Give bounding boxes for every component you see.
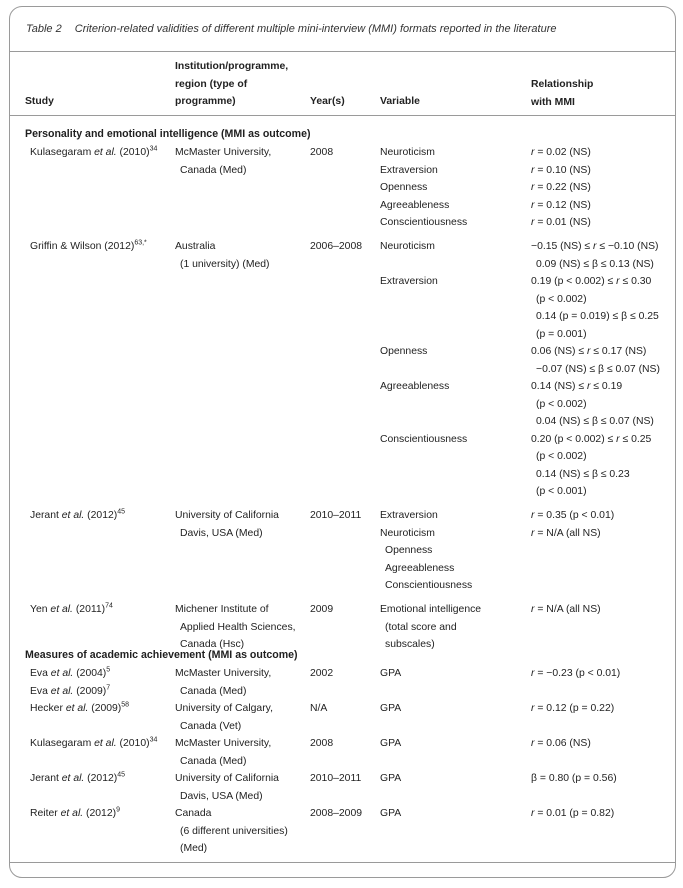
relationship-cell: r = 0.22 (NS) <box>531 182 591 193</box>
header-institution-line: region (type of <box>175 78 248 90</box>
relationship-cell: 0.14 (NS) ≤ r ≤ 0.19 <box>531 381 623 392</box>
relationship-cell: r = −0.23 (p < 0.01) <box>531 668 621 679</box>
variable-cell: Agreeableness <box>380 381 450 392</box>
header-relationship <box>531 76 593 111</box>
variable-cell: (total score and <box>385 621 457 633</box>
years-cell: N/A <box>310 703 328 714</box>
section-title: Personality and emotional intelligence (MMI as outcome) <box>25 128 311 140</box>
variable-cell: Neuroticism <box>380 241 435 252</box>
variable-cell: Neuroticism <box>380 147 435 158</box>
variable-cell: Emotional intelligence <box>380 604 482 615</box>
institution-cell: McMaster University, <box>175 668 272 679</box>
relationship-cell: (p < 0.002) <box>536 398 587 410</box>
study-cell: Kulasegaram et al. $(2010)^{34}$ <box>30 145 158 158</box>
relationship-cell: (p = 0.001) <box>536 328 587 340</box>
relationship-cell: 0.14 (NS) ≤ β ≤ 0.23 <box>536 468 630 480</box>
relationship-cell: β = 0.80 (p = 0.56) <box>531 773 617 784</box>
relationship-cell: 0.19 (p < 0.002) ≤ r ≤ 0.30 <box>531 276 652 287</box>
header-rule <box>10 115 675 116</box>
variable-cell: Agreeableness <box>380 199 450 211</box>
variable-cell: GPA <box>380 668 402 679</box>
years-cell: 2008 <box>310 738 334 749</box>
years-cell: 2010–2011 <box>310 773 362 784</box>
header-institution-line: Institution/programme, <box>175 61 289 72</box>
study-cell: Hecker et al. $(2009)^{58}$ <box>30 701 130 714</box>
study-cell: Griffin & Wilson $(2012)^{63,*}$ <box>30 239 147 252</box>
relationship-cell: 0.04 (NS) ≤ β ≤ 0.07 (NS) <box>536 416 654 427</box>
institution-cell: McMaster University, <box>175 738 272 749</box>
relationship-cell: r = 0.35 (p < 0.01) <box>531 510 615 521</box>
institution-cell: Australia <box>175 241 216 252</box>
variable-cell: Conscientiousness <box>380 433 468 445</box>
variable-cell: Extraversion <box>380 510 438 521</box>
relationship-cell: −0.07 (NS) ≤ β ≤ 0.07 (NS) <box>536 363 660 375</box>
institution-cell: Canada (Med) <box>180 755 247 767</box>
institution-cell: (6 different universities) <box>180 825 288 837</box>
relationship-cell: r = 0.12 (NS) <box>531 199 591 211</box>
relationship-cell: r = 0.01 (NS) <box>531 217 591 228</box>
study-cell: Reiter et al. $(2012)^9$ <box>30 806 120 819</box>
institution-cell: Canada (Med) <box>180 164 247 176</box>
relationship-cell: 0.14 (p = 0.019) ≤ β ≤ 0.25 <box>536 311 659 322</box>
caption-label: Table 2 <box>26 23 62 35</box>
institution-cell: University of California <box>175 510 279 521</box>
variable-cell: GPA <box>380 773 402 784</box>
years-cell: 2010–2011 <box>310 510 362 521</box>
header-institution <box>175 58 288 111</box>
header-study: Study <box>25 96 54 107</box>
institution-cell: Canada <box>175 808 212 819</box>
relationship-cell: r = N/A (all NS) <box>531 604 601 615</box>
variable-cell: Conscientiousness <box>380 217 468 228</box>
relationship-cell: r = 0.02 (NS) <box>531 147 591 158</box>
years-cell: 2006–2008 <box>310 241 363 252</box>
caption-rule <box>10 51 675 52</box>
institution-cell: Davis, USA (Med) <box>180 527 263 539</box>
study-cell: Jerant et al. $(2012)^{45}$ <box>30 508 126 521</box>
variable-cell: Conscientiousness <box>385 580 473 591</box>
variable-cell: Extraversion <box>380 276 438 287</box>
relationship-cell: 0.09 (NS) ≤ β ≤ 0.13 (NS) <box>536 258 654 270</box>
relationship-cell: r = 0.06 (NS) <box>531 738 591 749</box>
variable-cell: Openness <box>380 182 428 193</box>
variable-cell: GPA <box>380 703 402 714</box>
study-cell: Yen et al. $(2011)^{74}$ <box>30 602 113 615</box>
relationship-cell: (p < 0.002) <box>536 293 587 305</box>
variable-cell: Agreeableness <box>385 562 455 574</box>
header-variable: Variable <box>380 96 420 107</box>
institution-cell: McMaster University, <box>175 147 272 158</box>
institution-cell: Michener Institute of <box>175 604 269 615</box>
institution-cell: Canada (Vet) <box>180 720 242 732</box>
relationship-cell: r = 0.01 (p = 0.82) <box>531 808 615 819</box>
variable-cell: Openness <box>385 545 433 556</box>
institution-cell: University of Calgary, <box>175 703 273 714</box>
years-cell: 2002 <box>310 668 334 679</box>
section-title: Measures of academic achievement (MMI as outcome) <box>25 649 298 661</box>
relationship-cell: r = N/A (all NS) <box>531 527 601 539</box>
institution-cell: Canada (Hsc) <box>180 639 245 650</box>
years-cell: 2008–2009 <box>310 808 363 819</box>
table-caption <box>26 23 556 35</box>
caption-text: Criterion-related validities of different multiple mini-interview (MMI) formats reported in the literature <box>74 23 557 35</box>
years-cell: 2009 <box>310 604 334 615</box>
relationship-cell: −0.15 (NS) ≤ r ≤ −0.10 (NS) <box>531 241 659 252</box>
variable-cell: Extraversion <box>380 164 438 176</box>
relationship-cell: 0.06 (NS) ≤ r ≤ 0.17 (NS) <box>531 346 647 357</box>
study-cell: Jerant et al. $(2012)^{45}$ <box>30 771 126 784</box>
variable-cell: Openness <box>380 346 428 357</box>
bottom-rule <box>10 862 675 863</box>
institution-cell: University of California <box>175 773 279 784</box>
relationship-cell: 0.20 (p < 0.002) ≤ r ≤ 0.25 <box>531 433 652 445</box>
header-institution-line: programme) <box>175 96 236 107</box>
header-relationship-line: Relationship <box>531 79 594 90</box>
years-cell: 2008 <box>310 147 334 158</box>
institution-cell: (1 university) (Med) <box>180 258 270 270</box>
variable-cell: GPA <box>380 808 402 819</box>
header-years: Year(s) <box>310 96 345 107</box>
study-cell: Eva et al. $(2009)^7$ <box>30 684 111 697</box>
institution-cell: Applied Health Sciences, <box>180 621 296 633</box>
variable-cell: subscales) <box>385 639 435 650</box>
study-cell: Eva et al. $(2004)^5$ <box>30 666 111 679</box>
study-cell: Kulasegaram et al. $(2010)^{34}$ <box>30 736 158 749</box>
institution-cell: Canada (Med) <box>180 685 247 697</box>
relationship-cell: (p < 0.002) <box>536 451 587 462</box>
institution-cell: (Med) <box>180 843 208 854</box>
header-relationship-line: with MMI <box>531 96 575 108</box>
relationship-cell: r = 0.12 (p = 0.22) <box>531 703 615 714</box>
variable-cell: GPA <box>380 738 402 749</box>
relationship-cell: r = 0.10 (NS) <box>531 164 591 176</box>
relationship-cell: (p < 0.001) <box>536 486 587 497</box>
institution-cell: Davis, USA (Med) <box>180 790 263 802</box>
variable-cell: Neuroticism <box>380 527 435 539</box>
